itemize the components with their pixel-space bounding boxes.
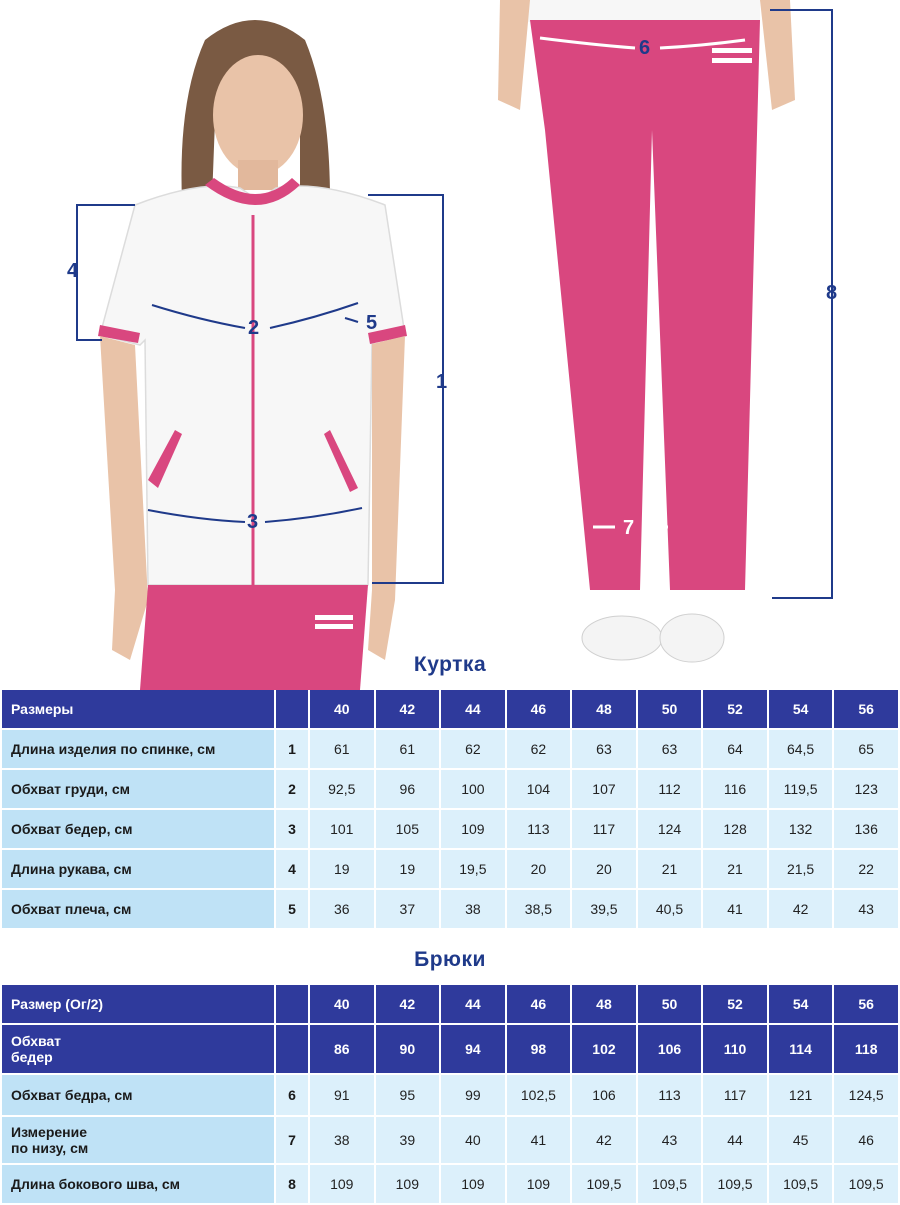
pants-header-label: Размер (Ог/2)	[2, 985, 274, 1023]
size-cell: 44	[441, 690, 505, 728]
row-label: Обхват груди, см	[2, 770, 274, 808]
hip-cell: 118	[834, 1025, 898, 1073]
table-row	[2, 1117, 898, 1163]
value-cell: 95	[376, 1075, 440, 1115]
row-number: 4	[276, 850, 308, 888]
jacket-size-table	[0, 688, 900, 930]
value-cell: 136	[834, 810, 898, 848]
size-cell: 52	[703, 690, 767, 728]
value-cell: 112	[638, 770, 702, 808]
value-cell: 62	[441, 730, 505, 768]
hip-cell: 90	[376, 1025, 440, 1073]
value-cell: 104	[507, 770, 571, 808]
value-cell: 40	[441, 1117, 505, 1163]
value-cell: 38	[441, 890, 505, 928]
value-cell: 42	[769, 890, 833, 928]
size-cell: 46	[507, 690, 571, 728]
value-cell: 21	[703, 850, 767, 888]
table-row	[2, 890, 898, 928]
row-number: 5	[276, 890, 308, 928]
measure-label-7: 7	[623, 517, 635, 539]
value-cell: 64	[703, 730, 767, 768]
value-cell: 109,5	[769, 1165, 833, 1203]
row-label: Длина рукава, см	[2, 850, 274, 888]
value-cell: 121	[769, 1075, 833, 1115]
value-cell: 109,5	[703, 1165, 767, 1203]
hip-cell: 102	[572, 1025, 636, 1073]
size-cell: 42	[376, 690, 440, 728]
value-cell: 19	[310, 850, 374, 888]
hip-cell: 114	[769, 1025, 833, 1073]
value-cell: 64,5	[769, 730, 833, 768]
value-cell: 44	[703, 1117, 767, 1163]
value-cell: 102,5	[507, 1075, 571, 1115]
value-cell: 101	[310, 810, 374, 848]
value-cell: 43	[638, 1117, 702, 1163]
pants-hip-header-row	[2, 1025, 898, 1073]
size-cell: 50	[638, 690, 702, 728]
value-cell: 42	[572, 1117, 636, 1163]
value-cell: 132	[769, 810, 833, 848]
row-label: Обхват бедер, см	[2, 810, 274, 848]
row-number: 8	[276, 1165, 308, 1203]
row-number: 1	[276, 730, 308, 768]
value-cell: 124	[638, 810, 702, 848]
value-cell: 109,5	[572, 1165, 636, 1203]
jacket-header-num	[276, 690, 308, 728]
size-cell: 56	[834, 690, 898, 728]
row-number: 2	[276, 770, 308, 808]
pants-header-row	[2, 985, 898, 1023]
hip-cell: 110	[703, 1025, 767, 1073]
row-label: Измерение по низу, см	[2, 1117, 274, 1163]
value-cell: 109	[310, 1165, 374, 1203]
hip-cell: 106	[638, 1025, 702, 1073]
row-number: 7	[276, 1117, 308, 1163]
measure-label-5: 5	[366, 312, 378, 334]
value-cell: 91	[310, 1075, 374, 1115]
value-cell: 107	[572, 770, 636, 808]
value-cell: 100	[441, 770, 505, 808]
table-row	[2, 1165, 898, 1203]
pants-shape-right	[530, 20, 760, 590]
value-cell: 61	[310, 730, 374, 768]
value-cell: 39,5	[572, 890, 636, 928]
value-cell: 61	[376, 730, 440, 768]
value-cell: 41	[703, 890, 767, 928]
value-cell: 38	[310, 1117, 374, 1163]
value-cell: 45	[769, 1117, 833, 1163]
pants-size-table	[0, 983, 900, 1205]
hip-cell: 98	[507, 1025, 571, 1073]
value-cell: 22	[834, 850, 898, 888]
value-cell: 116	[703, 770, 767, 808]
size-cell: 52	[703, 985, 767, 1023]
size-cell: 40	[310, 985, 374, 1023]
value-cell: 109	[507, 1165, 571, 1203]
value-cell: 109	[441, 1165, 505, 1203]
size-cell: 54	[769, 690, 833, 728]
measure-label-2: 2	[248, 317, 260, 339]
pants-header-num	[276, 985, 308, 1023]
value-cell: 109,5	[638, 1165, 702, 1203]
pants-hip-header-label: Обхват бедер	[2, 1025, 274, 1073]
value-cell: 62	[507, 730, 571, 768]
row-number: 6	[276, 1075, 308, 1115]
value-cell: 20	[572, 850, 636, 888]
value-cell: 113	[507, 810, 571, 848]
value-cell: 20	[507, 850, 571, 888]
table-row	[2, 810, 898, 848]
size-cell: 48	[572, 690, 636, 728]
value-cell: 105	[376, 810, 440, 848]
value-cell: 92,5	[310, 770, 374, 808]
value-cell: 19,5	[441, 850, 505, 888]
pants-hip-header-num	[276, 1025, 308, 1073]
value-cell: 119,5	[769, 770, 833, 808]
jacket-header-row	[2, 690, 898, 728]
value-cell: 65	[834, 730, 898, 768]
value-cell: 96	[376, 770, 440, 808]
hip-cell: 86	[310, 1025, 374, 1073]
value-cell: 99	[441, 1075, 505, 1115]
size-cell: 56	[834, 985, 898, 1023]
size-cell: 54	[769, 985, 833, 1023]
size-cell: 42	[376, 985, 440, 1023]
value-cell: 106	[572, 1075, 636, 1115]
value-cell: 117	[703, 1075, 767, 1115]
measure-label-4: 4	[67, 260, 79, 282]
row-label: Обхват бедра, см	[2, 1075, 274, 1115]
value-cell: 38,5	[507, 890, 571, 928]
row-label: Длина бокового шва, см	[2, 1165, 274, 1203]
measure-label-8: 8	[826, 282, 838, 304]
value-cell: 43	[834, 890, 898, 928]
row-label: Обхват плеча, см	[2, 890, 274, 928]
table-row	[2, 1075, 898, 1115]
value-cell: 21	[638, 850, 702, 888]
size-cell: 50	[638, 985, 702, 1023]
value-cell: 117	[572, 810, 636, 848]
value-cell: 124,5	[834, 1075, 898, 1115]
size-cell: 44	[441, 985, 505, 1023]
value-cell: 40,5	[638, 890, 702, 928]
row-label: Длина изделия по спинке, см	[2, 730, 274, 768]
value-cell: 39	[376, 1117, 440, 1163]
measure-label-1: 1	[436, 371, 448, 393]
value-cell: 63	[572, 730, 636, 768]
jacket-header-label: Размеры	[2, 690, 274, 728]
measure-label-6: 6	[639, 37, 651, 59]
value-cell: 109,5	[834, 1165, 898, 1203]
hip-cell: 94	[441, 1025, 505, 1073]
value-cell: 37	[376, 890, 440, 928]
value-cell: 63	[638, 730, 702, 768]
row-number: 3	[276, 810, 308, 848]
measure-label-3: 3	[247, 511, 259, 533]
table-row	[2, 850, 898, 888]
size-cell: 48	[572, 985, 636, 1023]
size-cell: 46	[507, 985, 571, 1023]
value-cell: 21,5	[769, 850, 833, 888]
value-cell: 19	[376, 850, 440, 888]
value-cell: 36	[310, 890, 374, 928]
table-row	[2, 730, 898, 768]
table-row	[2, 770, 898, 808]
value-cell: 109	[376, 1165, 440, 1203]
value-cell: 113	[638, 1075, 702, 1115]
size-cell: 40	[310, 690, 374, 728]
face-shape	[213, 55, 303, 175]
value-cell: 123	[834, 770, 898, 808]
value-cell: 41	[507, 1117, 571, 1163]
value-cell: 128	[703, 810, 767, 848]
value-cell: 46	[834, 1117, 898, 1163]
value-cell: 109	[441, 810, 505, 848]
jacket-title: Куртка	[413, 653, 487, 676]
pants-title: Брюки	[414, 948, 486, 971]
